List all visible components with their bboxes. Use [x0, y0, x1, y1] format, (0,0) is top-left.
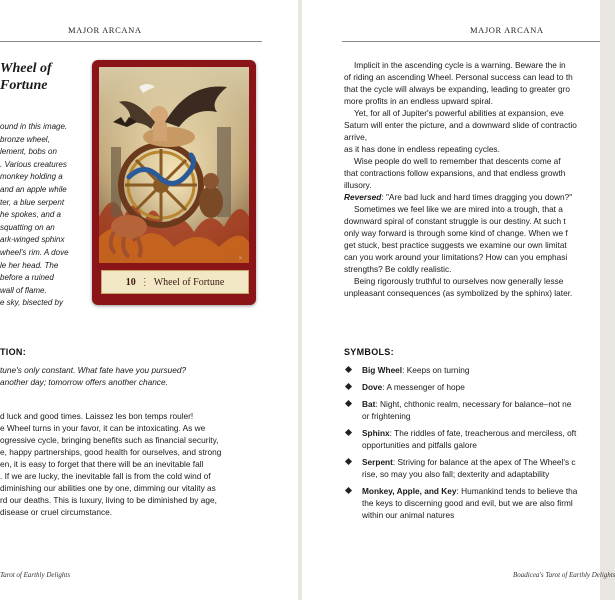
right-running-head: MAJOR ARCANA [470, 25, 544, 35]
diamond-bullet-icon [345, 487, 352, 494]
description-line: before a ruined [0, 273, 54, 283]
upright-text [0, 410, 221, 518]
diamond-bullet-icon [345, 429, 352, 436]
paragraph-line: Implicit in the ascending cycle is a warning. Beware the in [354, 60, 566, 70]
card-name-plate [101, 270, 249, 294]
upright-line: diminishing our abilities one by one, dimming our vitality as [0, 483, 216, 493]
card-artwork [99, 67, 249, 263]
symbol-name: Big Wheel [362, 365, 403, 375]
interpretation-text [344, 59, 577, 299]
paragraph-line: that contractions follow expansions, and that endless growth [344, 168, 566, 178]
paragraph-line: can you work around your limitations? How can you emphasi [344, 252, 568, 262]
description-line: lement, bobs on [0, 147, 57, 157]
description-line: e sky, bisected by [0, 298, 63, 308]
symbol-item [346, 398, 577, 422]
symbol-description-cont: within our animal natures [362, 510, 455, 520]
description-line: . Various creatures [0, 159, 67, 169]
reversed-line [344, 191, 577, 203]
symbol-item [346, 456, 577, 480]
right-page [302, 0, 615, 600]
reversed-paragraph [344, 191, 577, 203]
paragraph-line: downward spiral of constant struggle is our destiny. At such t [344, 216, 566, 226]
paragraph-line: get stuck, best practice suggests we examine our own limitat [344, 240, 567, 250]
right-footer: Boadicea's Tarot of Earthly Delights [513, 571, 615, 579]
description-line: wall of flame. [0, 285, 47, 295]
symbol-description-cont: or frightening [362, 411, 411, 421]
card-name: Wheel of Fortune [153, 276, 225, 288]
description-line: he spokes, and a [0, 210, 61, 220]
card-title [0, 60, 52, 94]
left-page [0, 0, 298, 600]
symbol-description: : Night, chthonic realm, necessary for balance–not ne [375, 399, 572, 409]
meditation-line: tune's only constant. What fate have you pursued? [0, 365, 187, 375]
symbols-list [346, 364, 577, 526]
upright-line: disease or cruel circumstance. [0, 507, 113, 517]
left-footer: Tarot of Earthly Delights [0, 571, 71, 579]
symbol-name: Dove [362, 382, 383, 392]
paragraph-line: as it has done in endless repeating cycles. [344, 144, 500, 154]
description-line: bronze wheel, [0, 134, 50, 144]
diamond-bullet-icon [345, 383, 352, 390]
symbol-description: : A messenger of hope [382, 382, 465, 392]
upright-line: e, happy partnerships, good health for ourselves, and strong [0, 447, 222, 457]
upright-line: rd our deaths. This is luxury, living to be diminished by age, [0, 495, 217, 505]
symbol-description: : The riddles of fate, treacherous and merciless, oft [389, 428, 577, 438]
symbol-description-cont: rise, so may you also fall; dexterity and adaptability [362, 469, 550, 479]
upright-line: d luck and good times. Laissez les bon temps rouler! [0, 411, 194, 421]
symbol-name: Sphinx [362, 428, 390, 438]
card-title-line-1: Wheel of [0, 61, 52, 76]
right-header-rule [342, 41, 600, 42]
meditation-line: another day; tomorrow offers another chance. [0, 377, 168, 387]
paragraph [344, 59, 577, 107]
paragraph-line: more profits in an endless upward spiral. [344, 96, 493, 106]
symbol-name: Serpent [362, 457, 393, 467]
paragraph-line: Yet, for all of Jupiter's powerful abilities at expansion, eve [354, 108, 564, 118]
paragraph-line: that the cycle will always be expanding, leading to greater gro [344, 84, 570, 94]
symbol-description-cont: opportunities and pitfalls galore [362, 440, 477, 450]
paragraph-line: illusory. [344, 180, 372, 190]
symbols-heading: SYMBOLS: [344, 347, 394, 357]
paragraph-line: of riding an ascending Wheel. Personal success can lead to th [344, 72, 573, 82]
paragraph-line: Wise people do well to remember that descents come af [354, 156, 561, 166]
svg-text:X: X [239, 255, 242, 260]
paragraph-line: strengths? Be coldly realistic. [344, 264, 452, 274]
tarot-card-image [92, 60, 256, 305]
upright-line: . If we are lucky, the inevitable fall is from the cold wind of [0, 471, 211, 481]
description-line: ter, a blue serpent [0, 197, 65, 207]
diamond-bullet-icon [345, 366, 352, 373]
symbol-item [346, 485, 577, 521]
paragraph-line: only way forward is through some kind of change. When we f [344, 228, 568, 238]
meditation-text [0, 364, 186, 388]
symbol-description: : Keeps on turning [402, 365, 470, 375]
symbol-item [346, 427, 577, 451]
diamond-bullet-icon [345, 400, 352, 407]
paragraph-line: unpleasant consequences (as symbolized by the sphinx) later. [344, 288, 573, 298]
card-number: 10 [125, 276, 136, 288]
card-title-line-2: Fortune [0, 78, 48, 93]
symbol-description: : Humankind tends to believe tha [456, 486, 578, 496]
paragraph [344, 275, 577, 299]
symbol-name: Monkey, Apple, and Key [362, 486, 457, 496]
paragraph-line: Saturn will enter the picture, and a downward slide of contractio [344, 120, 577, 130]
diamond-bullet-icon [345, 458, 352, 465]
left-header-rule [0, 41, 262, 42]
reversed-question: : "Are bad luck and hard times dragging you down?" [381, 192, 573, 202]
card-number-separator: ⋮ [139, 276, 150, 288]
upright-line: en, it is easy to forget that there will be an inevitable fall [0, 459, 204, 469]
description-line: ound in this image. [0, 122, 68, 131]
paragraph-line: arrive, [344, 132, 368, 142]
left-running-head: MAJOR ARCANA [68, 25, 142, 35]
upright-line: ogressive cycle, bringing benefits such as financial security, [0, 435, 219, 445]
description-line: le her head. The [0, 260, 59, 270]
symbol-name: Bat [362, 399, 376, 409]
card-description [0, 121, 86, 310]
upright-line: e Wheel turns in your favor, it can be intoxicating. As we [0, 423, 206, 433]
description-line: and an apple while [0, 184, 67, 194]
meditation-heading: TION: [0, 347, 26, 357]
paragraph [344, 203, 577, 275]
paragraph [344, 155, 577, 191]
symbol-item [346, 364, 577, 376]
paragraph-line: Being rigorously truthful to ourselves now generally lesse [354, 276, 564, 286]
description-line: monkey holding a [0, 172, 63, 182]
symbol-description-cont: the keys to discerning good and evil, but we are also firml [362, 498, 573, 508]
symbol-item [346, 381, 577, 393]
reversed-label: Reversed [344, 192, 382, 202]
description-line: ark-winged sphinx [0, 235, 65, 245]
paragraph-line: Sometimes we feel like we are mired into a trough, that a [354, 204, 563, 214]
description-line: wheel's rim. A dove [0, 247, 69, 257]
description-line: squatting on an [0, 222, 55, 232]
symbol-description: : Striving for balance at the apex of The Wheel's c [392, 457, 576, 467]
paragraph [344, 107, 577, 155]
